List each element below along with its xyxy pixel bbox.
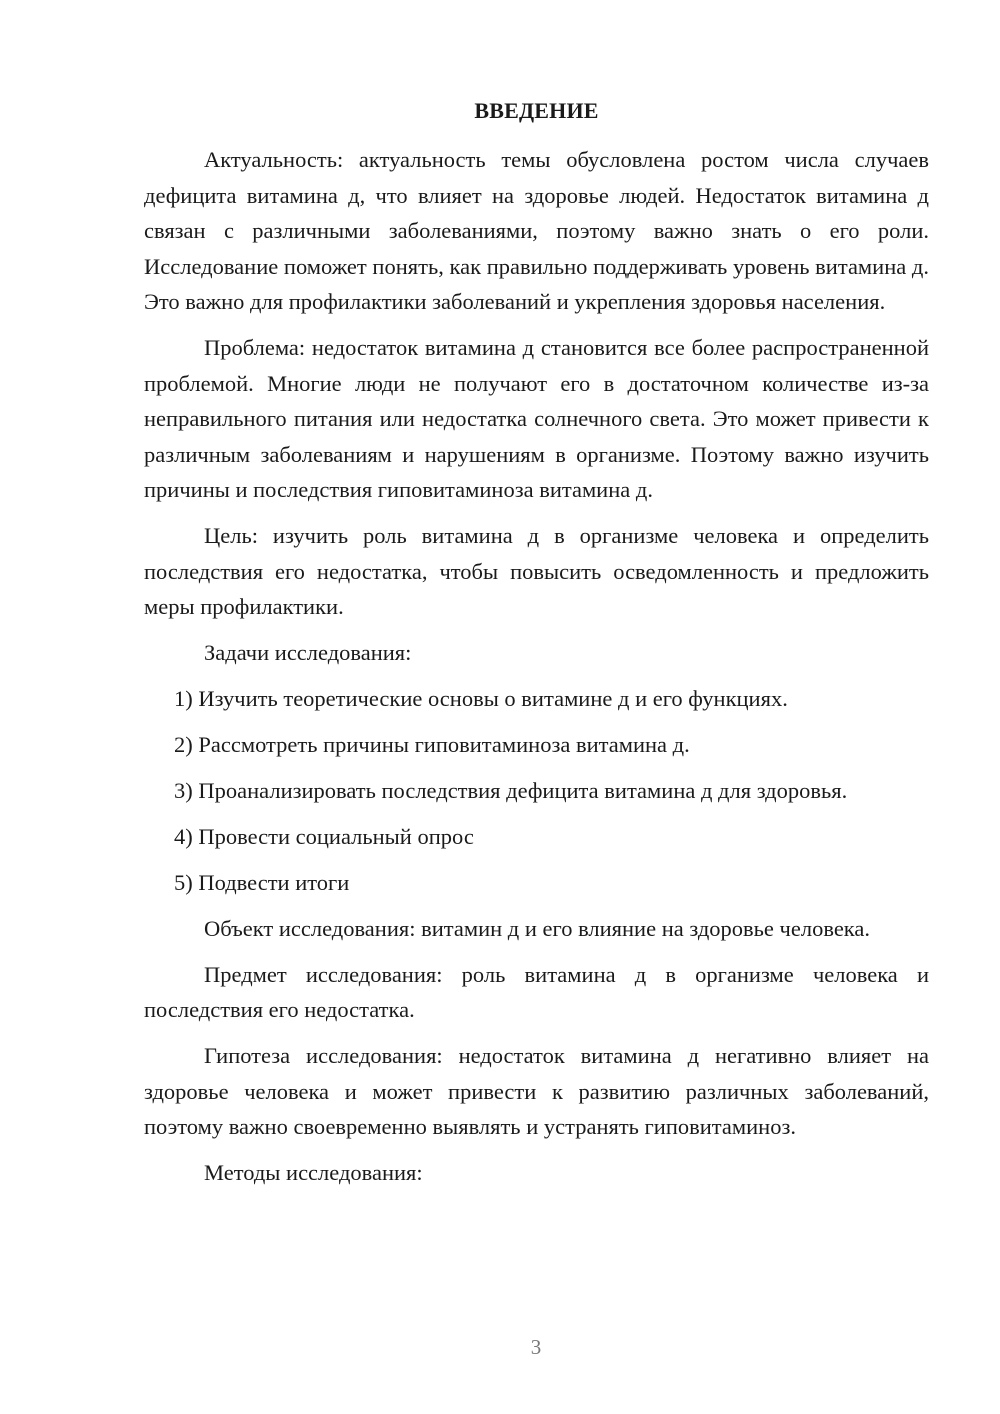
task-text: Подвести итоги [198,869,350,895]
task-number: 5) [174,869,193,895]
hypothesis-paragraph: Гипотеза исследования: недостаток витамина д негативно влияет на здоровье человека и может привести к развитию различных заболеваний, поэтому важно своевременно выявлять и устранять гиповитаминоз. [144,1043,929,1139]
task-item [144,819,929,855]
methods-heading: Методы исследования: [204,1160,423,1185]
page-number: 3 [530,1335,542,1359]
document-body [144,142,929,1201]
task-item [144,727,929,763]
task-number: 4) [174,823,193,849]
goal-paragraph: Цель: изучить роль витамина д в организме человека и определить последствия его недостатка, чтобы повысить осведомленность и предложить меры профилактики. [144,523,929,619]
subject-paragraph: Предмет исследования: роль витамина д в организме человека и последствия его недостатка. [144,961,929,1022]
task-number: 2) [174,731,193,757]
task-item [144,681,929,717]
relevance-paragraph: Актуальность: актуальность темы обусловлена ростом числа случаев дефицита витамина д, что влияет на здоровье людей. Недостаток витамина д связан с различными заболеваниями, поэтому важно знать о его роли. Исследование поможет понять, как правильно поддерживать уровень витамина д. Это важно для профилактики заболеваний и укрепления здоровья населения. [144,147,929,314]
object-paragraph: Объект исследования: витамин д и его влияние на здоровье человека. [204,915,871,941]
task-number: 3) [174,777,193,803]
section-heading: ВВЕДЕНИЕ [474,98,599,123]
task-text: Проанализировать последствия дефицита витамина д для здоровья. [198,777,848,803]
task-item [144,773,929,809]
task-text: Изучить теоретические основы о витамине д и его функциях. [198,685,788,711]
task-text: Рассмотреть причины гиповитаминоза витамина д. [198,731,690,757]
task-number: 1) [174,685,193,711]
problem-paragraph: Проблема: недостаток витамина д становится все более распространенной проблемой. Многие люди не получают его в достаточном количестве из-за неправильного питания или недостатка солнечного света. Это может привести к различным заболеваниям и нарушениям в организме. Поэтому важно изучить причины и последствия гиповитаминоза витамина д. [144,335,929,502]
task-text: Провести социальный опрос [198,823,474,849]
task-item [144,865,929,901]
tasks-heading: Задачи исследования: [204,640,412,665]
